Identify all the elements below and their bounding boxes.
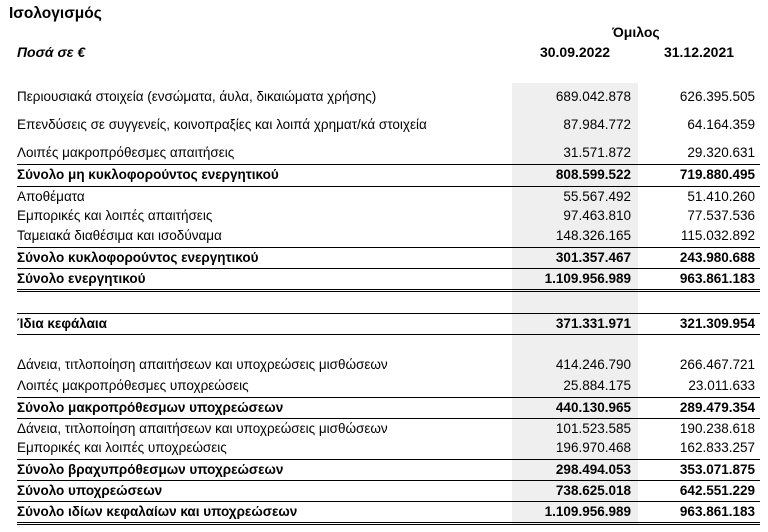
row-label: Δάνεια, τιτλοποίηση απαιτήσεων και υποχρεώσεις μισθώσεων bbox=[17, 421, 388, 436]
row-label: Ταμειακά διαθέσιμα και ισοδύναμα bbox=[17, 228, 222, 243]
row-label: Σύνολο μη κυκλοφορούντος ενεργητικού bbox=[17, 167, 279, 182]
value-2021: 719.880.495 bbox=[679, 167, 755, 182]
row-total-assets bbox=[17, 268, 760, 292]
row-fixed-assets bbox=[17, 87, 760, 107]
value-2021: 115.032.892 bbox=[680, 228, 755, 243]
row-trade-receivables bbox=[17, 206, 760, 226]
row-total-liabilities bbox=[17, 480, 760, 501]
page-title: Ισολογισμός bbox=[9, 5, 102, 22]
row-inventories bbox=[17, 186, 760, 207]
value-2021: 162.833.257 bbox=[679, 440, 755, 455]
value-2021: 190.238.618 bbox=[679, 421, 755, 436]
row-cash bbox=[17, 226, 760, 246]
value-2021: 321.309.954 bbox=[679, 316, 755, 331]
value-2022: 808.599.522 bbox=[555, 167, 631, 182]
value-2021: 626.395.505 bbox=[679, 89, 755, 104]
date-header-current: 30.09.2022 bbox=[539, 44, 611, 60]
row-total-short-term-liabilities bbox=[17, 459, 760, 480]
group-header: Όμιλος bbox=[612, 24, 660, 40]
value-2022: 440.130.965 bbox=[555, 400, 631, 415]
row-label: Λοιπές μακροπρόθεσμες απαιτήσεις bbox=[17, 145, 235, 160]
row-label: Λοιπές μακροπρόθεσμες υποχρεώσεις bbox=[17, 378, 249, 393]
row-equity bbox=[17, 313, 760, 335]
row-label: Επενδύσεις σε συγγενείς, κοινοπραξίες και λοιπά χρηματ/κά στοιχεία bbox=[17, 117, 427, 132]
value-2022: 55.567.492 bbox=[563, 189, 631, 204]
value-2022: 87.984.772 bbox=[563, 117, 631, 132]
value-2022: 1.109.956.989 bbox=[544, 271, 631, 286]
date-header-prior: 31.12.2021 bbox=[663, 44, 735, 60]
row-label: Εμπορικές και λοιπές απαιτήσεις bbox=[17, 208, 213, 223]
row-total-non-current-assets bbox=[17, 164, 760, 185]
value-2021: 23.011.633 bbox=[688, 378, 755, 393]
row-label: Σύνολο μακροπρόθεσμων υποχρεώσεων bbox=[17, 400, 284, 415]
value-2022: 298.494.053 bbox=[555, 462, 631, 477]
value-2021: 29.320.631 bbox=[687, 145, 755, 160]
row-label: Δάνεια, τιτλοποίηση απαιτήσεων και υποχρεώσεις μισθώσεων bbox=[17, 357, 388, 372]
value-2022: 689.042.878 bbox=[555, 89, 631, 104]
value-2022: 738.625.018 bbox=[555, 483, 631, 498]
row-long-term-borrowings bbox=[17, 355, 760, 375]
row-total-current-assets bbox=[17, 247, 760, 268]
value-2021: 266.467.721 bbox=[679, 357, 755, 372]
value-2021: 642.551.229 bbox=[679, 483, 755, 498]
row-other-long-term-liabilities bbox=[17, 376, 760, 396]
row-investments bbox=[17, 115, 760, 135]
amounts-label: Ποσά σε € bbox=[17, 44, 86, 60]
value-2021: 77.537.536 bbox=[687, 208, 755, 223]
value-2021: 243.980.688 bbox=[679, 250, 755, 265]
value-2022: 301.357.467 bbox=[555, 250, 631, 265]
row-label: Σύνολο βραχυπρόθεσμων υποχρεώσεων bbox=[17, 462, 284, 477]
value-2022: 371.331.971 bbox=[555, 316, 631, 331]
value-2021: 289.479.354 bbox=[679, 400, 755, 415]
value-2021: 963.861.183 bbox=[679, 271, 755, 286]
row-label: Σύνολο ιδίων κεφαλαίων και υποχρεώσεων bbox=[17, 504, 298, 519]
row-total-long-term-liabilities bbox=[17, 397, 760, 418]
row-total-equity-and-liabilities bbox=[17, 501, 760, 525]
row-label: Περιουσιακά στοιχεία (ενσώματα, άυλα, δικαιώματα χρήσης) bbox=[17, 89, 377, 104]
row-trade-payables bbox=[17, 438, 760, 458]
value-2021: 64.164.359 bbox=[687, 117, 755, 132]
row-label: Εμπορικές και λοιπές υποχρεώσεις bbox=[17, 440, 227, 455]
value-2022: 148.326.165 bbox=[555, 228, 631, 243]
value-2022: 97.463.810 bbox=[563, 208, 631, 223]
value-2022: 25.884.175 bbox=[563, 378, 631, 393]
row-label: Σύνολο υποχρεώσεων bbox=[17, 483, 163, 498]
value-2022: 31.571.872 bbox=[563, 145, 631, 160]
value-2022: 101.523.585 bbox=[555, 421, 631, 436]
value-2021: 51.410.260 bbox=[687, 189, 755, 204]
value-2022: 414.246.790 bbox=[555, 357, 631, 372]
value-2022: 1.109.956.989 bbox=[544, 504, 631, 519]
row-short-term-borrowings bbox=[17, 418, 760, 439]
row-label: Σύνολο κυκλοφορούντος ενεργητικού bbox=[17, 250, 259, 265]
value-2021: 963.861.183 bbox=[679, 504, 755, 519]
value-2022: 196.970.468 bbox=[555, 440, 631, 455]
row-label: Ίδια κεφάλαια bbox=[17, 316, 107, 331]
row-label: Αποθέματα bbox=[17, 189, 85, 204]
value-2021: 353.071.875 bbox=[679, 462, 755, 477]
row-label: Σύνολο ενεργητικού bbox=[17, 271, 146, 286]
row-other-long-term-receivables bbox=[17, 143, 760, 163]
